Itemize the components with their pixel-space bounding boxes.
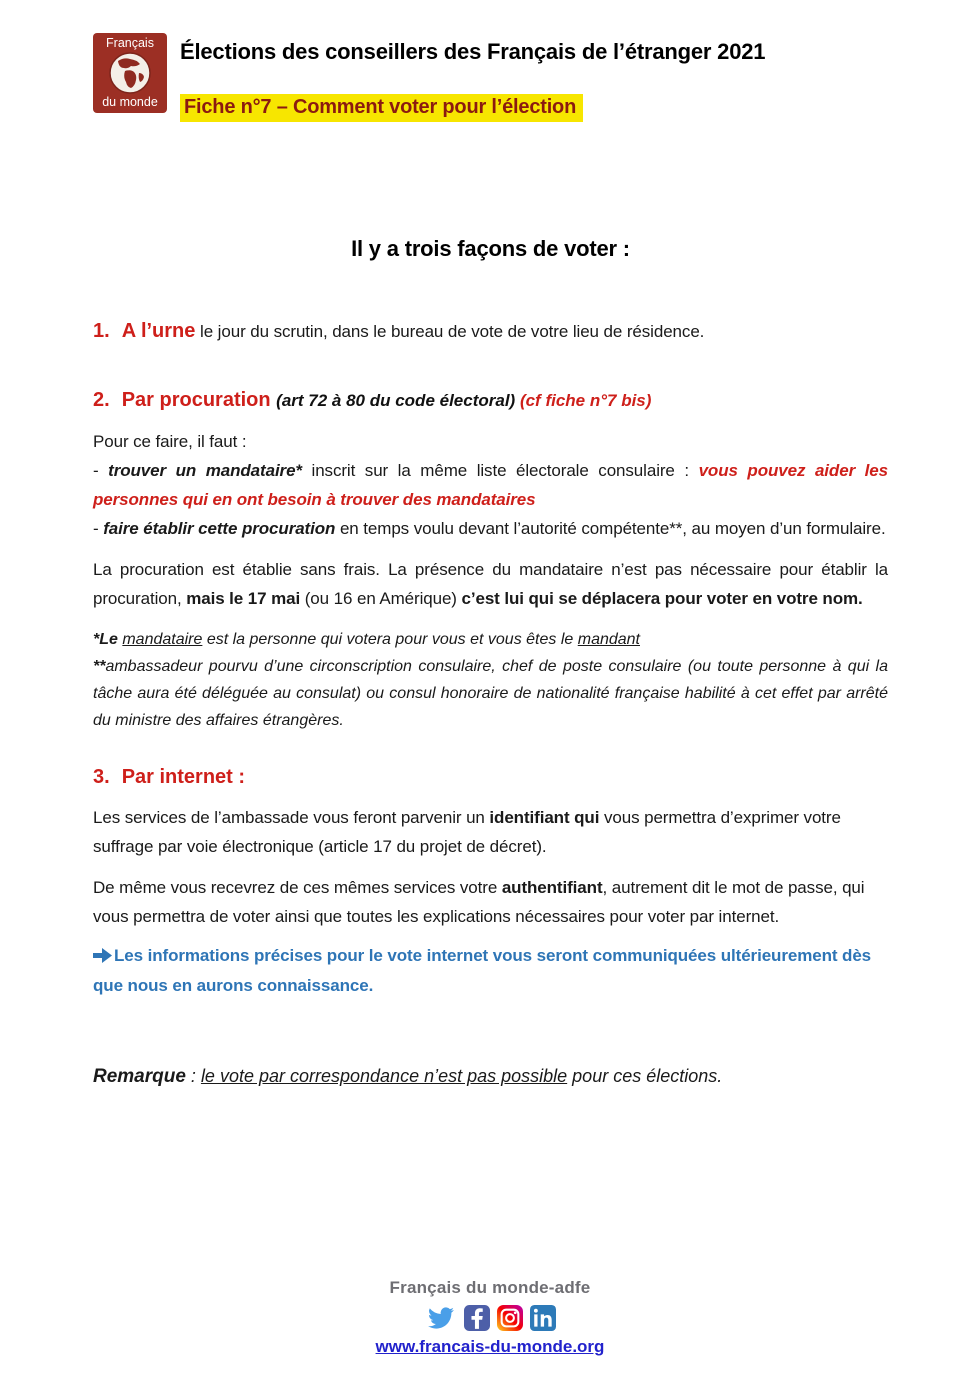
item-1-text: le jour du scrutin, dans le bureau de vote de votre lieu de résidence. [195,322,705,341]
footnote-1-underline-2: mandant [577,631,640,648]
net-2-text-2: , autrement dit le mot de passe, qui vous permettra de voter ainsi que toutes les explications nécessaires pour voter par internet. [93,878,865,926]
footnote-1-star: *Le [93,631,123,648]
bullet-1-red: vous pouvez aider les personnes qui en ont besoin à trouver des mandataires [93,461,888,509]
procuration-bullet-2 [93,514,888,543]
item-2-label: Par procuration [121,389,277,411]
procuration-intro: Pour ce faire, il faut : [93,432,247,451]
footnote-2-text: ambassadeur pourvu d’une circonscription consulaire, chef de poste consulaire (ou toute personne à qui la tâche aura été déléguée au consulat) ou consul honoraire de nationalité française habilité à cet effet par arrêté du ministre des affaires étrangères. [93,658,888,729]
bullet-1-bold: trouver un mandataire* [108,461,302,480]
item-3-number: 3. [93,766,110,788]
item-2-procuration [93,387,888,414]
logo-text-top: Français [106,36,154,50]
internet-blue-note [93,941,888,1001]
francais-du-monde-logo [93,33,167,113]
bullet-dash: - [93,461,109,480]
page-title: Élections des conseillers des Français de l’étranger 2021 [180,39,766,64]
item-2-note-fiche: (cf fiche n°7 bis) [519,391,652,410]
footnote-1-mid: est la personne qui votera pour vous et vous êtes le [202,631,578,648]
proc-para-bold-2: c’est lui qui se déplacera pour voter en votre nom. [461,589,863,608]
facebook-icon[interactable] [464,1305,490,1331]
document-header [93,33,888,122]
arrow-icon [93,948,112,963]
bullet-dash: - [93,519,104,538]
proc-para-bold-1: mais le 17 mai [186,589,301,608]
remark-underlined: le vote par correspondance n’est pas possible [200,1066,568,1086]
social-icons-row [0,1303,980,1333]
net-2-bold: authentifiant [501,878,603,897]
bullet-2-bold: faire établir cette procuration [103,519,336,538]
footer-brand: Français du monde-adfe [389,1278,591,1297]
internet-paragraph-1 [93,803,888,861]
logo-text-bottom: du monde [102,95,158,109]
remark-line [93,1063,888,1090]
item-1-urne [93,317,888,346]
proc-para-1: La procuration est établie sans frais. La présence du mandataire n’est pas nécessaire pour établir la procuration, [93,560,888,608]
blue-note-text: Les informations précises pour le vote internet vous seront communiquées ultérieurement dès que nous en aurons connaissance. [93,946,872,995]
net-1-bold: identifiant qui [489,808,600,827]
item-2-number: 2. [93,389,110,411]
fiche-subtitle: Fiche n°7 – Comment voter pour l’élection [180,94,583,122]
net-2-text-1: De même vous recevrez de ces mêmes services votre [93,878,502,897]
remark-colon: : [185,1066,201,1086]
footnote-2-stars: ** [93,658,106,675]
footnote-ambassadeur [93,653,888,734]
bullet-2-rest: en temps voulu devant l’autorité compétente**, au moyen d’un formulaire. [335,519,886,538]
net-1-text-2: vous permettra d’exprimer votre suffrage par voie électronique (article 17 du projet de décret). [93,808,841,856]
net-1-text-1: Les services de l’ambassade vous feront parvenir un [93,808,490,827]
twitter-icon[interactable] [425,1305,457,1331]
procuration-paragraph [93,555,888,613]
document-footer [0,1278,980,1357]
item-1-number: 1. [93,320,110,342]
item-3-internet [93,764,888,791]
item-2-note-article: (art 72 à 80 du code électoral) [276,391,520,410]
remark-rest: pour ces élections. [567,1066,723,1086]
proc-para-2: (ou 16 en Amérique) [300,589,462,608]
footnote-1-underline-1: mandataire [122,631,203,648]
header-titles [180,33,765,122]
website-link[interactable]: www.francais-du-monde.org [375,1337,605,1356]
internet-paragraph-2 [93,873,888,931]
footnotes [93,626,888,734]
footnote-mandataire [93,626,888,653]
main-heading: Il y a trois façons de voter : [351,236,630,261]
item-3-label: Par internet : [121,766,246,788]
bullet-1-mid: inscrit sur la même liste électorale consulaire : [301,461,699,480]
procuration-bullet-1 [93,456,888,514]
instagram-icon[interactable] [497,1305,523,1331]
item-1-label: A l’urne [121,320,196,342]
procuration-block [93,427,888,543]
linkedin-icon[interactable] [530,1305,556,1331]
remark-label: Remarque [93,1066,186,1087]
globe-icon [108,51,152,95]
